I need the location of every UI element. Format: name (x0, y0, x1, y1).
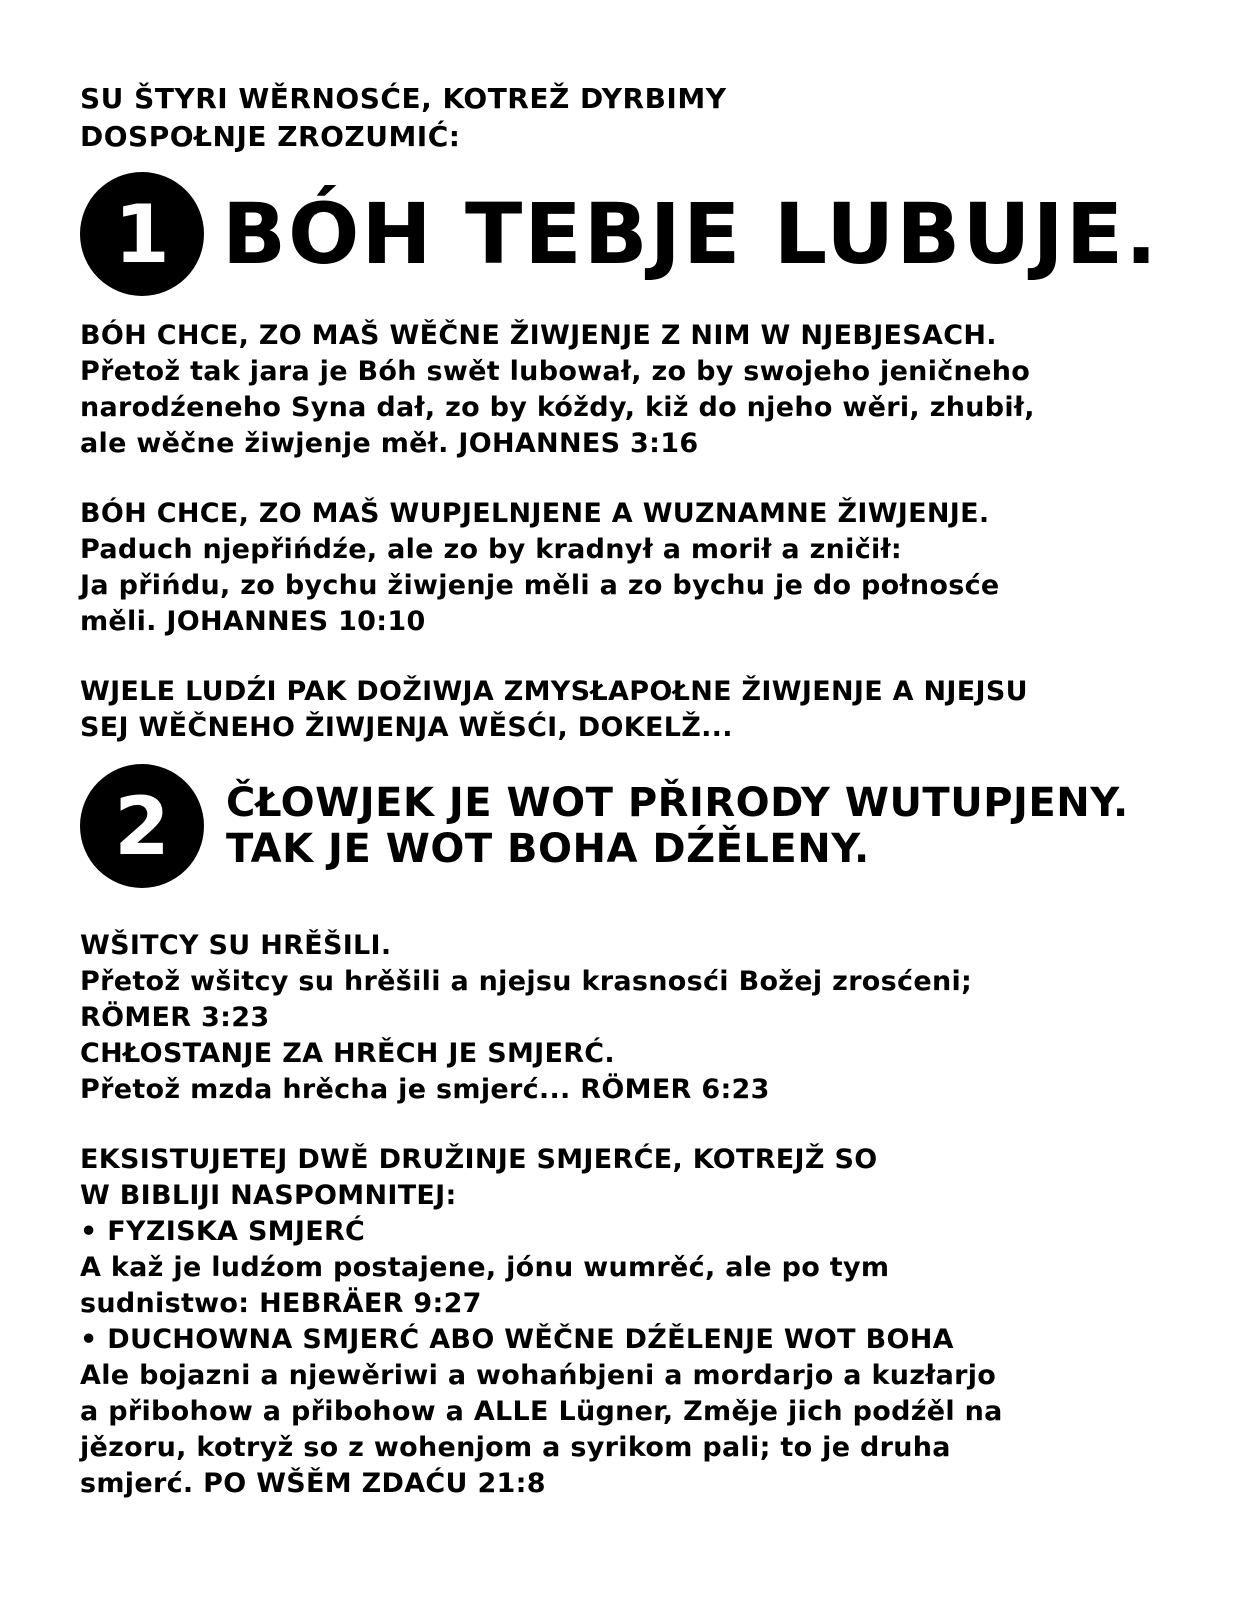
block-line: RÖMER 3:23 (80, 1002, 270, 1033)
block-abundant-life (80, 496, 1170, 640)
block-line: Ale bojazni a njewěriwi a wohańbjeni a mordarjo a kuzłarjo (80, 1360, 997, 1391)
point-2-title-line: TAK JE WOT BOHA DŹĚLENY. (226, 826, 870, 872)
point-2-title-line: ČŁOWJEK JE WOT PŘIRODY WUTUPJENY. (226, 780, 1129, 826)
bullet-spiritual-death: • DUCHOWNA SMJERĆ ABO WĚČNE DŹĚLENJE WOT BOHA (80, 1324, 954, 1355)
point-2-title (226, 780, 1129, 872)
block-line: WŠITCY SU HRĚŠILI. (80, 930, 392, 961)
point-1 (80, 172, 1170, 296)
block-line: SEJ WĚČNEHO ŽIWJENJA WĚSĆI, DOKELŽ... (80, 712, 733, 743)
block-line: Přetož wšitcy su hrěšili a njejsu krasnosći Božej zrosćeni; (80, 966, 973, 997)
block-line: smjerć. PO WŠĚM ZDAĆU 21:8 (80, 1468, 546, 1499)
block-line: BÓH CHCE, ZO MAŠ WUPJELNJENE A WUZNAMNE ŽIWJENJE. (80, 498, 990, 529)
block-line: a přibohow a přibohow a ALLE Lügner, Změje jich podźěl na (80, 1396, 1003, 1427)
block-two-deaths (80, 1142, 1170, 1502)
point-1-title: BÓH TEBJE LUBUJE. (222, 185, 1160, 283)
block-line: Přetož mzda hrěcha je smjerć... RÖMER 6:23 (80, 1074, 770, 1105)
bullet-physical-death: • FYZISKA SMJERĆ (80, 1216, 366, 1247)
block-line: BÓH CHCE, ZO MAŠ WĚČNE ŽIWJENJE Z NIM W NJEBJESACH. (80, 320, 997, 351)
block-line: narodźeneho Syna dał, zo by kóždy, kiž do njeho wěri, zhubił, (80, 392, 1035, 423)
number-2-badge: 2 (80, 764, 204, 888)
block-many-people (80, 674, 1170, 746)
block-line: W BIBLIJI NASPOMNITEJ: (80, 1180, 457, 1211)
block-line: A kaž je ludźom postajene, jónu wumrěć, ale po tym (80, 1252, 890, 1283)
block-line: WJELE LUDŹI PAK DOŽIWJA ZMYSŁAPOŁNE ŽIWJENJE A NJEJSU (80, 676, 1028, 707)
block-line: jězoru, kotryž so z wohenjom a syrikom pali; to je druha (80, 1432, 951, 1463)
block-line: CHŁOSTANJE ZA HRĚCH JE SMJERĆ. (80, 1038, 615, 1069)
intro-line: SU ŠTYRI WĚRNOSĆE, KOTREŽ DYRBIMY (80, 82, 727, 115)
intro-line: DOSPOŁNJE ZROZUMIĆ: (80, 120, 461, 153)
block-line: Přetož tak jara je Bóh swět lubował, zo by swojeho jeničneho (80, 356, 1031, 387)
block-all-sinned (80, 928, 1170, 1108)
block-line: sudnistwo: HEBRÄER 9:27 (80, 1288, 482, 1319)
block-line: EKSISTUJETEJ DWĚ DRUŽINJE SMJERĆE, KOTREJŽ SO (80, 1144, 878, 1175)
block-line: Paduch njepřińdźe, ale zo by kradnył a morił a zničił: (80, 534, 902, 565)
tract-page (80, 80, 1170, 1502)
block-line: ale wěčne žiwjenje měł. JOHANNES 3:16 (80, 428, 699, 459)
intro-heading (80, 80, 1170, 156)
point-2 (80, 764, 1170, 888)
block-line: měli. JOHANNES 10:10 (80, 606, 426, 637)
number-1-badge: 1 (80, 172, 204, 296)
block-line: Ja přińdu, zo bychu žiwjenje měli a zo bychu je do połnosće (80, 570, 1000, 601)
block-eternal-life (80, 318, 1170, 462)
